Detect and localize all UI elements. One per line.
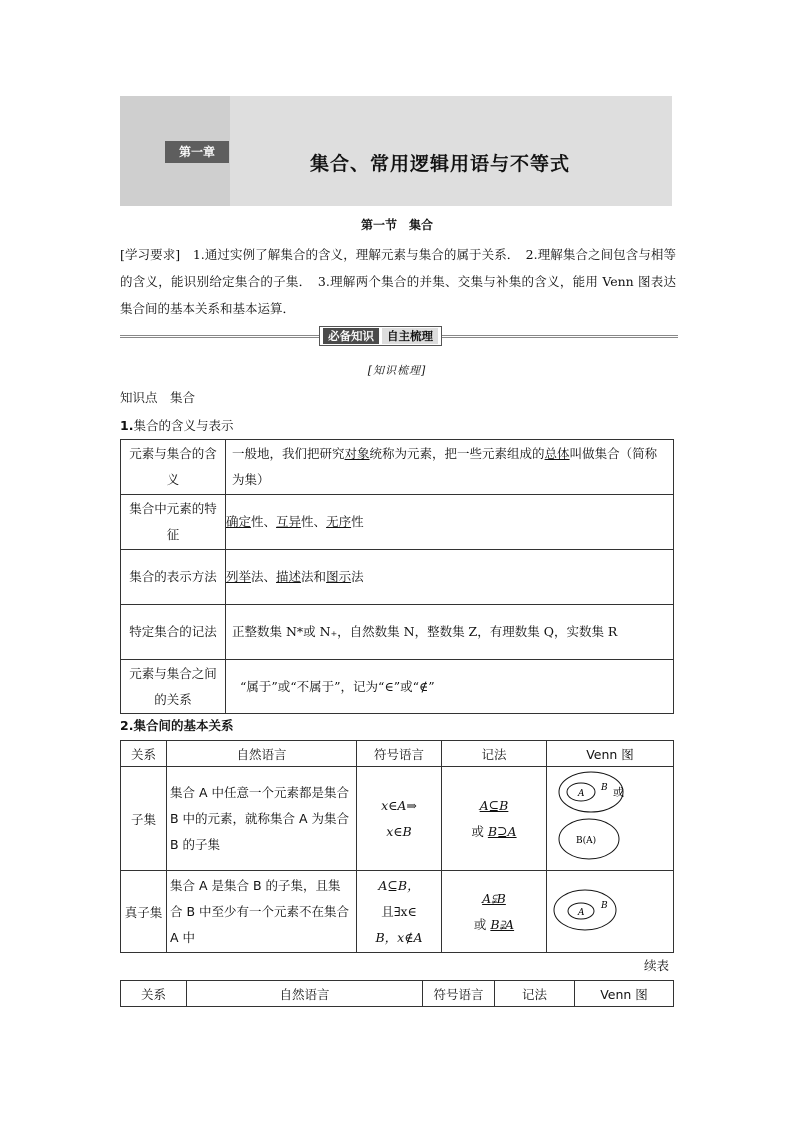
underlined-term: 无序 — [326, 514, 352, 529]
underlined-term: 确定 — [226, 514, 252, 529]
heading-meaning-representation — [120, 416, 233, 434]
heading-number: 2. — [120, 718, 134, 733]
table-row — [121, 550, 674, 605]
underlined-term: 描述 — [276, 569, 302, 584]
underlined-term: 总体 — [544, 446, 570, 461]
table-row — [121, 495, 674, 550]
text: 法 — [351, 569, 364, 584]
venn-subset-diagram — [551, 769, 651, 865]
text: 法和 — [301, 569, 327, 584]
heading-text: 集合的含义与表示 — [133, 418, 234, 433]
notation-or: 或 — [473, 916, 491, 932]
text: 性、 — [301, 514, 327, 529]
notation-or: 或 — [471, 823, 488, 839]
relation-cell: 子集 — [121, 767, 167, 871]
table-row — [121, 660, 674, 714]
text: 统称为元素，把一些元素组成的 — [369, 446, 545, 461]
row-value — [226, 495, 674, 550]
row-value: 正整数集 N*或 N₊，自然数集 N，整数集 Z，有理数集 Q，实数集 R — [226, 605, 674, 660]
symbol-line: 且∃x∈ — [381, 903, 417, 919]
venn-label-b: B — [601, 783, 608, 793]
symbol-line: x∈A⇒ — [381, 797, 417, 813]
symbol-line: x∈B — [386, 823, 412, 839]
underlined-term: 对象 — [344, 446, 370, 461]
venn-label-a: A — [578, 789, 585, 799]
set-meaning-table — [120, 439, 674, 714]
col-header: 关系 — [121, 981, 187, 1007]
col-header: 关系 — [121, 741, 167, 767]
symbol-line: B，x∉A — [375, 929, 423, 945]
col-header: Venn 图 — [575, 981, 674, 1007]
col-header: 记法 — [442, 741, 547, 767]
text: 性 — [351, 514, 364, 529]
table-row — [121, 605, 674, 660]
row-value — [226, 550, 674, 605]
text: 法、 — [251, 569, 277, 584]
set-relations-table — [120, 740, 674, 953]
relation-cell: 真子集 — [121, 871, 167, 953]
underlined-term: 图示 — [326, 569, 352, 584]
divider-label-right: 自主梳理 — [382, 328, 438, 344]
row-key: 集合中元素的特征 — [121, 495, 226, 550]
symbol-cell — [357, 871, 442, 953]
col-header: 符号语言 — [423, 981, 495, 1007]
table-row — [121, 440, 674, 495]
knowledge-point-title: 知识点 集合 — [120, 390, 196, 405]
natural-language-cell: 集合 A 中任意一个元素都是集合 B 中的元素，就称集合 A 为集合 B 的子集 — [167, 767, 357, 871]
table-header-row — [121, 981, 674, 1007]
text: 一般地，我们把研究 — [232, 446, 345, 461]
heading-text: 集合间的基本关系 — [133, 718, 234, 733]
venn-proper-subset-diagram — [551, 880, 651, 940]
section-divider — [120, 326, 678, 346]
notation-alt: B⫌A — [490, 916, 515, 932]
notation-primary: A⊆B — [479, 797, 509, 813]
chapter-badge: 第一章 — [165, 141, 229, 163]
venn-or-label: 或 — [613, 786, 624, 799]
col-header: 自然语言 — [167, 741, 357, 767]
notation-primary: A⫋B — [482, 890, 506, 906]
col-header: 自然语言 — [187, 981, 423, 1007]
row-key: 元素与集合的含义 — [121, 440, 226, 495]
symbol-line: A⊆B， — [378, 877, 420, 893]
venn-label-a: A — [578, 908, 585, 918]
symbol-cell — [357, 767, 442, 871]
row-value: “属于”或“不属于”，记为“∈”或“∉” — [226, 660, 674, 714]
venn-cell — [547, 767, 674, 871]
col-header: 符号语言 — [357, 741, 442, 767]
chapter-title: 集合、常用逻辑用语与不等式 — [309, 153, 570, 175]
row-key: 元素与集合之间的关系 — [121, 660, 226, 714]
table-header-row — [121, 741, 674, 767]
divider-label — [319, 326, 442, 346]
text: 叫做集合（简称为集） — [232, 446, 658, 487]
venn-cell — [547, 871, 674, 953]
table-row — [121, 767, 674, 871]
natural-language-cell: 集合 A 是集合 B 的子集，且集合 B 中至少有一个元素不在集合 A 中 — [167, 871, 357, 953]
text: 性、 — [251, 514, 277, 529]
row-key: 集合的表示方法 — [121, 550, 226, 605]
venn-label-ba: B(A) — [576, 836, 597, 846]
col-header: Venn 图 — [547, 741, 674, 767]
knowledge-sort-label: [知识梳理] — [367, 364, 427, 377]
notation-cell — [442, 871, 547, 953]
row-key: 特定集合的记法 — [121, 605, 226, 660]
section-title: 第一节 集合 — [360, 218, 433, 232]
row-value — [226, 440, 674, 495]
col-header: 记法 — [495, 981, 575, 1007]
set-relations-table-continued — [120, 980, 674, 1007]
underlined-term: 互异 — [276, 514, 302, 529]
venn-label-b: B — [601, 901, 608, 911]
underlined-term: 列举 — [226, 569, 252, 584]
heading-number: 1. — [120, 418, 134, 433]
divider-label-left: 必备知识 — [323, 328, 379, 344]
heading-set-relations — [120, 716, 233, 734]
notation-alt: B⊇A — [487, 823, 517, 839]
learning-requirements: [学习要求] 1.通过实例了解集合的含义，理解元素与集合的属于关系． 2.理解集合之间包含与相等的含义，能识别给定集合的子集． 3.理解两个集合的并集、交集与补集的含义，能用 Venn 图表达集合间的基本关系和基本运算． — [120, 247, 676, 316]
notation-cell — [442, 767, 547, 871]
continued-label: 续表 — [644, 958, 670, 973]
table-row — [121, 871, 674, 953]
